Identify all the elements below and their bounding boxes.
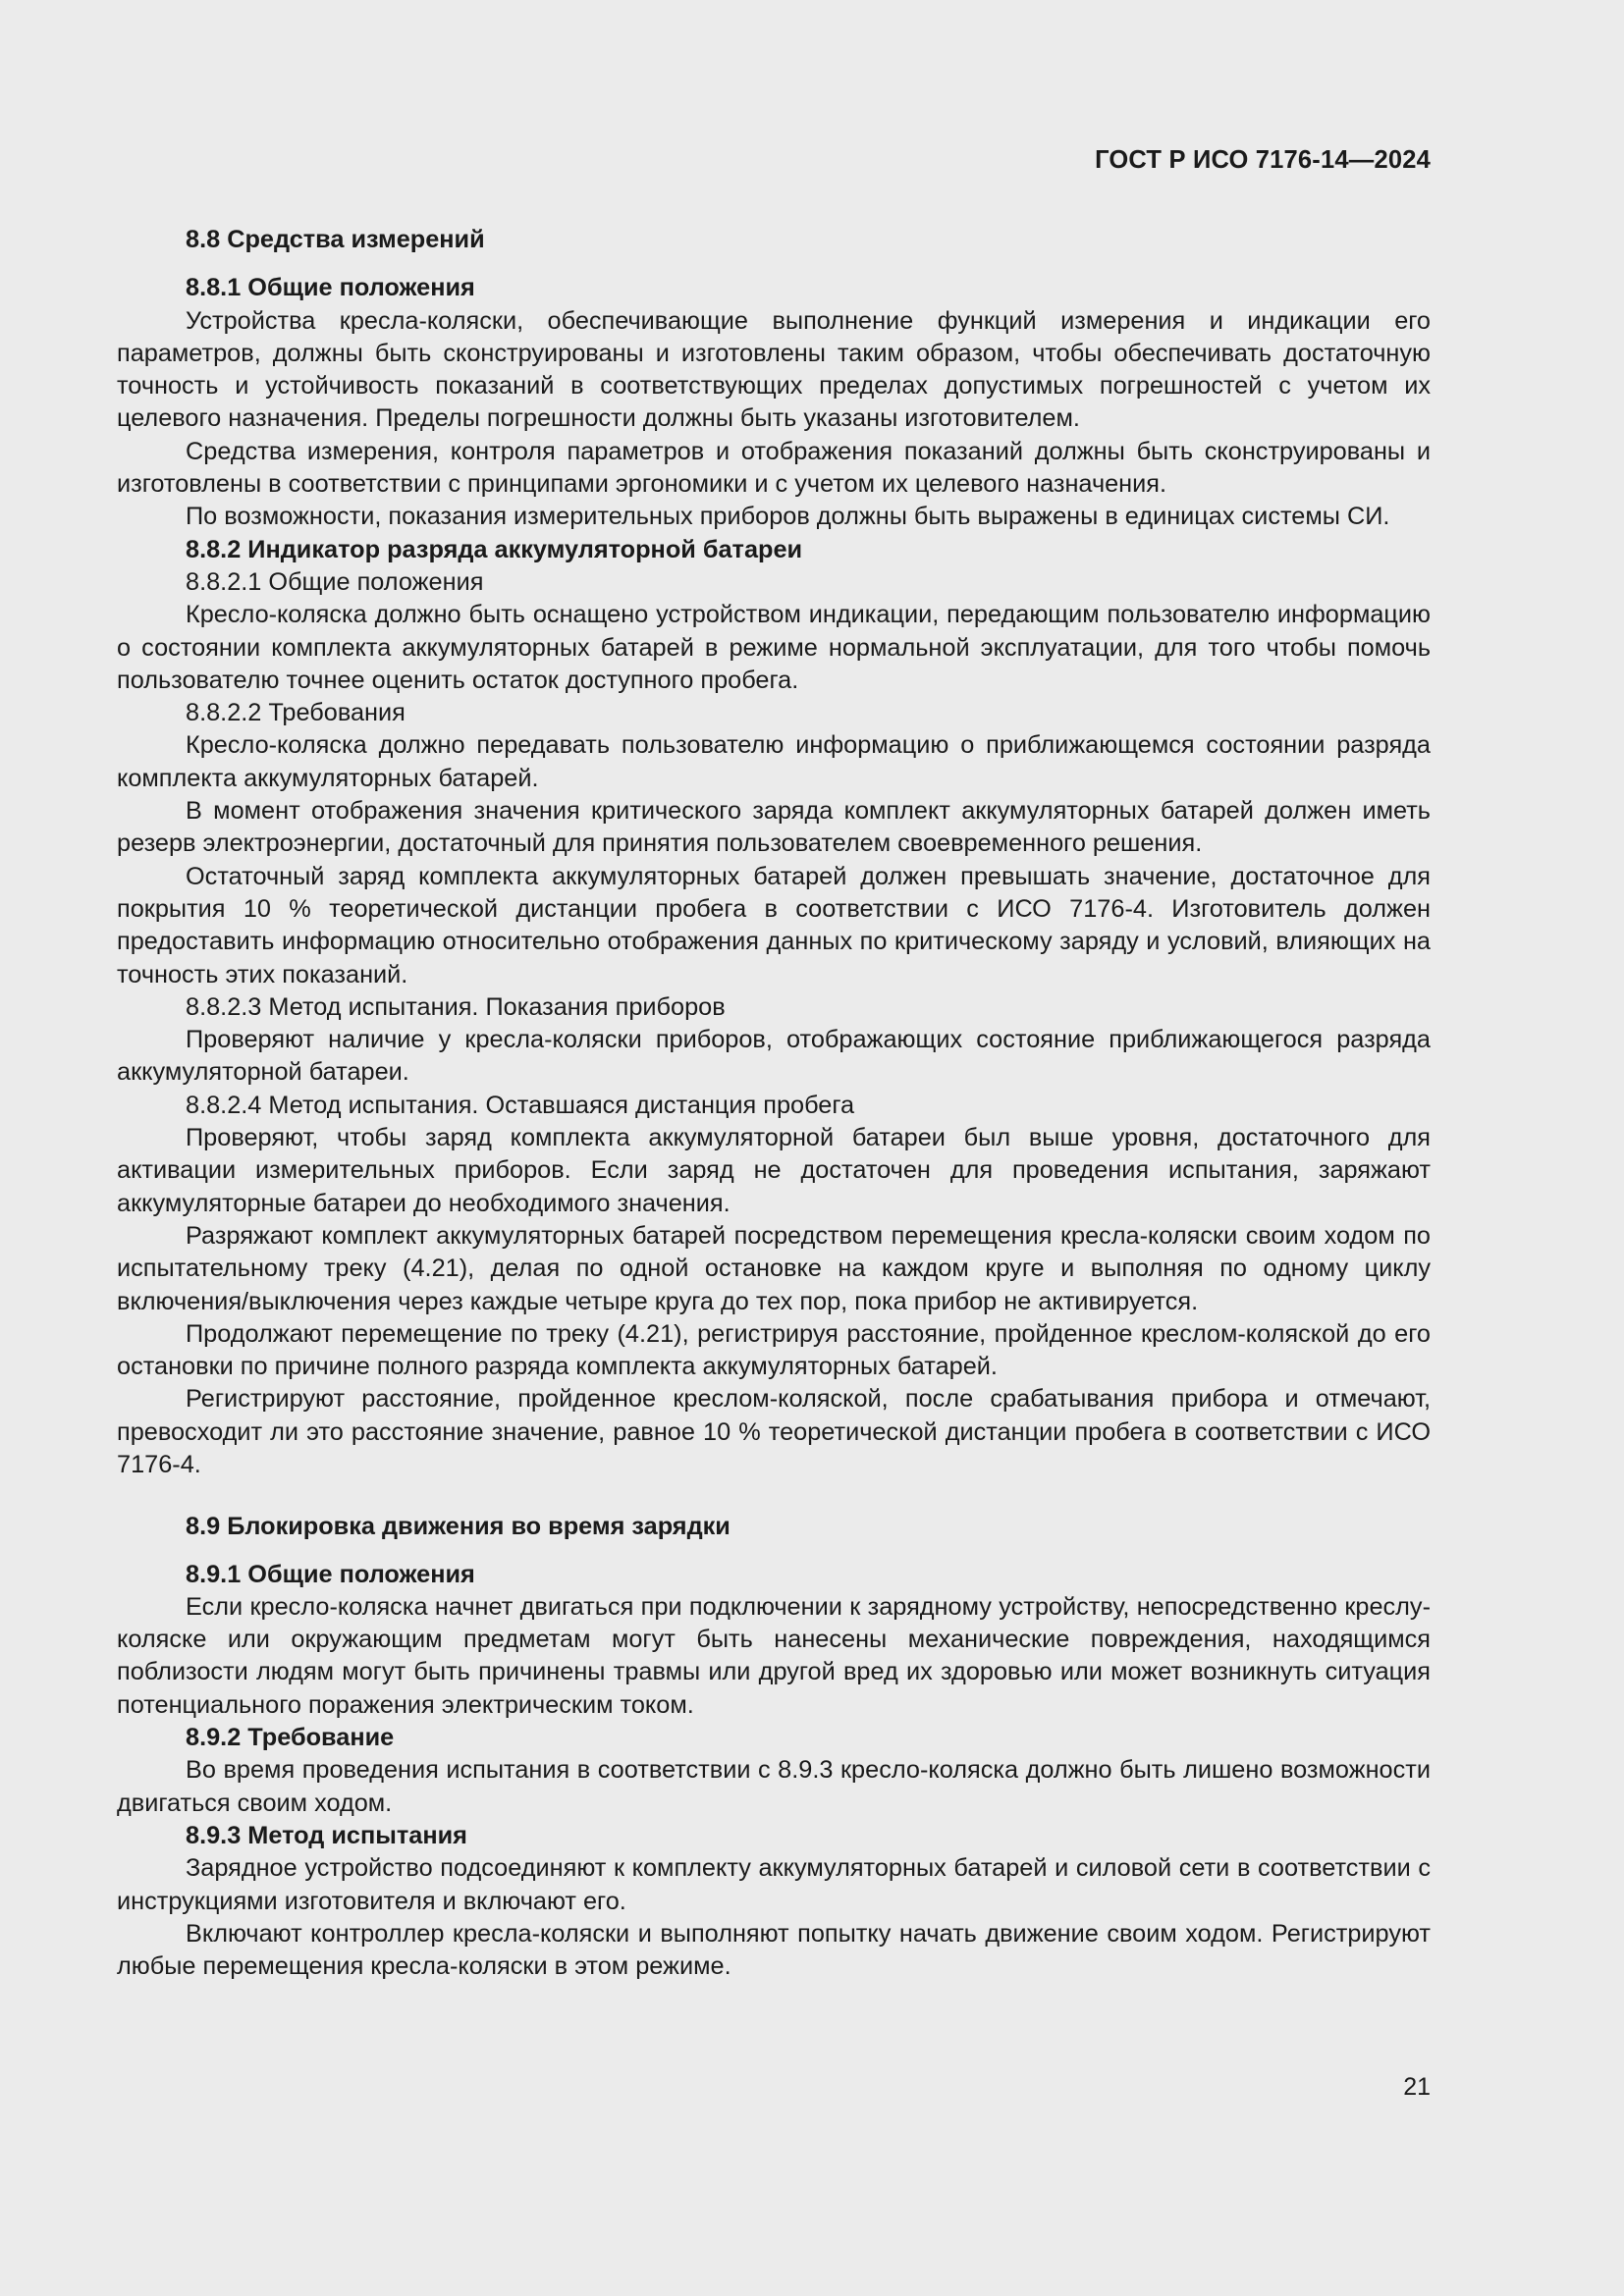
section-8-9-1-heading: 8.9.1 Общие положения xyxy=(186,1560,475,1588)
paragraph: Проверяют наличие у кресла-коляски приборов, отображающих состояние приближающегося разряда аккумуляторной батареи. xyxy=(117,1026,1431,1087)
paragraph: Зарядное устройство подсоединяют к комплекту аккумуляторных батарей и силовой сети в соответствии с инструкциями изготовителя и включают его. xyxy=(117,1854,1431,1915)
document-body xyxy=(117,224,1431,1983)
paragraph: Кресло-коляска должно быть оснащено устройством индикации, передающим пользователю информацию о состоянии комплекта аккумуляторных батарей в режиме нормальной эксплуатации, для того чтобы помочь пользователю точнее оценить остаток доступного пробега. xyxy=(117,601,1431,694)
section-8-8-1-heading: 8.8.1 Общие положения xyxy=(186,274,475,302)
paragraph: Устройства кресла-коляски, обеспечивающие выполнение функций измерения и индикации его параметров, должны быть сконструированы и изготовлены таким образом, чтобы обеспечивать достаточную точность и устойчивость показаний в соответствующих пределах допустимых погрешностей с учетом их целевого назначения. Пределы погрешности должны быть указаны изготовителем. xyxy=(117,306,1431,433)
paragraph: Регистрируют расстояние, пройденное креслом-коляской, после срабатывания прибора и отмечают, превосходит ли это расстояние значение, равное 10 % теоретической дистанции пробега в соответствии с ИСО 7176-4. xyxy=(117,1385,1431,1478)
section-8-8-2-4-heading: 8.8.2.4 Метод испытания. Оставшаяся дистанция пробега xyxy=(186,1091,855,1119)
paragraph: Во время проведения испытания в соответствии с 8.9.3 кресло-коляска должно быть лишено возможности двигаться своим ходом. xyxy=(117,1756,1431,1817)
section-8-8-2-3-heading: 8.8.2.3 Метод испытания. Показания приборов xyxy=(186,992,726,1021)
paragraph: Кресло-коляска должно передавать пользователю информацию о приближающемся состоянии разряда комплекта аккумуляторных батарей. xyxy=(117,731,1431,792)
page-number: 21 xyxy=(1403,2073,1431,2101)
paragraph: Продолжают перемещение по треку (4.21), регистрируя расстояние, пройденное креслом-коляской до его остановки по причине полного разряда комплекта аккумуляторных батарей. xyxy=(117,1319,1431,1381)
section-8-8-heading: 8.8 Средства измерений xyxy=(186,226,485,253)
paragraph: В момент отображения значения критического заряда комплект аккумуляторных батарей должен иметь резерв электроэнергии, достаточный для принятия пользователем своевременного решения. xyxy=(117,797,1431,858)
document-code-header: ГОСТ Р ИСО 7176-14—2024 xyxy=(1095,146,1431,174)
section-8-9-heading: 8.9 Блокировка движения во время зарядки xyxy=(186,1513,731,1541)
paragraph: Остаточный заряд комплекта аккумуляторных батарей должен превышать значение, достаточное для покрытия 10 % теоретической дистанции пробега в соответствии с ИСО 7176-4. Изготовитель должен предоставить информацию относительно отображения данных по критическому заряду и условий, влияющих на точность этих показаний. xyxy=(117,862,1431,988)
paragraph: Средства измерения, контроля параметров и отображения показаний должны быть сконструированы и изготовлены в соответствии с принципами эргономики и с учетом их целевого назначения. xyxy=(117,437,1431,499)
section-8-8-2-heading: 8.8.2 Индикатор разряда аккумуляторной батареи xyxy=(186,535,803,563)
paragraph: Проверяют, чтобы заряд комплекта аккумуляторной батареи был выше уровня, достаточного для активации измерительных приборов. Если заряд не достаточен для проведения испытания, заряжают аккумуляторные батареи до необходимого значения. xyxy=(117,1124,1431,1217)
paragraph: Включают контроллер кресла-коляски и выполняют попытку начать движение своим ходом. Регистрируют любые перемещения кресла-коляски в этом режиме. xyxy=(117,1919,1431,1981)
section-8-9-3-heading: 8.9.3 Метод испытания xyxy=(186,1821,467,1849)
section-8-8-2-2-heading: 8.8.2.2 Требования xyxy=(186,699,406,727)
section-8-9-2-heading: 8.9.2 Требование xyxy=(186,1724,395,1752)
paragraph: Если кресло-коляска начнет двигаться при подключении к зарядному устройству, непосредственно креслу-коляске или окружающим предметам могут быть нанесены механические повреждения, находящимся поблизости людям могут быть причинены травмы или другой вред их здоровью или может возникнуть ситуация потенциального поражения электрическим током. xyxy=(117,1592,1431,1719)
section-8-8-2-1-heading: 8.8.2.1 Общие положения xyxy=(186,567,484,596)
paragraph: Разряжают комплект аккумуляторных батарей посредством перемещения кресла-коляски своим ходом по испытательному треку (4.21), делая по одной остановке на каждом круге и выполняя по одному циклу включения/выключения через каждые четыре круга до тех пор, пока прибор не активируется. xyxy=(117,1221,1431,1315)
paragraph: По возможности, показания измерительных приборов должны быть выражены в единицах системы СИ. xyxy=(186,503,1390,531)
